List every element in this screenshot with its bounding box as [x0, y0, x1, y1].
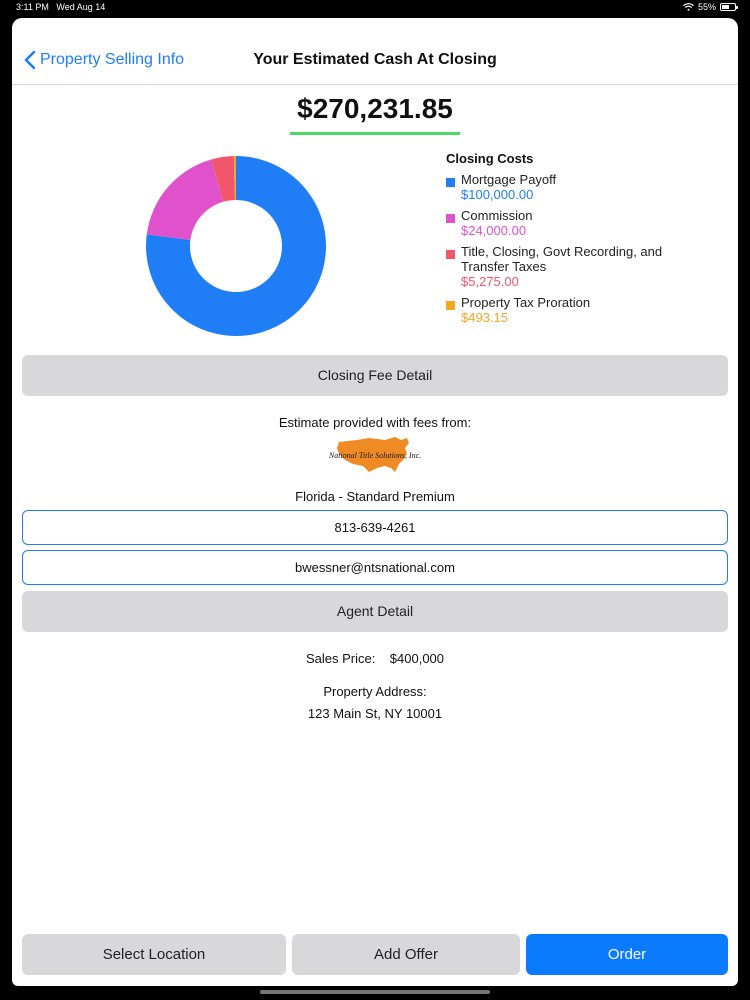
logo-text: National Title Solutions, Inc.	[329, 451, 421, 460]
estimated-cash-total: $270,231.85	[297, 93, 453, 124]
agent-detail-button[interactable]: Agent Detail	[22, 591, 728, 632]
add-offer-button[interactable]: Add Offer	[292, 934, 520, 975]
total-underline	[290, 132, 460, 135]
phone-field[interactable]: 813-639-4261	[22, 510, 728, 545]
legend-swatch	[446, 214, 455, 223]
title-company-logo	[329, 434, 421, 476]
battery-percent: 55%	[697, 2, 716, 12]
closing-fee-detail-button[interactable]: Closing Fee Detail	[22, 355, 728, 396]
status-right	[683, 2, 736, 12]
legend-title: Closing Costs	[446, 151, 534, 166]
legend-swatch	[446, 178, 455, 187]
legend-value: $24,000.00	[461, 223, 527, 238]
legend-value: $100,000.00	[461, 187, 534, 202]
main-sheet	[12, 18, 738, 986]
select-location-button[interactable]: Select Location	[22, 934, 286, 975]
chart-legend	[446, 151, 706, 331]
legend-label: Title, Closing, Govt Recording, and Transfer Taxes	[461, 244, 663, 274]
battery-icon	[720, 3, 736, 11]
wifi-icon	[683, 3, 694, 11]
back-button[interactable]	[24, 50, 184, 70]
status-bar	[0, 0, 750, 16]
legend-item	[446, 208, 706, 239]
closing-costs-donut-chart	[144, 154, 328, 338]
sales-price-value: $400,000	[389, 651, 445, 666]
legend-value: $493.15	[461, 310, 508, 325]
provider-intro: Estimate provided with fees from:	[278, 415, 472, 430]
property-address-label: Property Address:	[323, 684, 427, 699]
us-map-logo-icon	[329, 434, 421, 476]
legend-item	[446, 172, 706, 203]
navigation-bar	[12, 18, 738, 85]
status-time: 3:11 PM Wed Aug 14	[16, 2, 106, 12]
legend-swatch	[446, 301, 455, 310]
order-button[interactable]: Order	[526, 934, 728, 975]
sales-price-row	[12, 651, 738, 666]
legend-item	[446, 244, 706, 290]
legend-label: Commission	[461, 208, 533, 223]
home-indicator	[260, 990, 490, 994]
legend-item	[446, 295, 706, 326]
donut-slice-commission	[147, 159, 224, 240]
email-field[interactable]: bwessner@ntsnational.com	[22, 550, 728, 585]
page-title: Your Estimated Cash At Closing	[253, 51, 497, 68]
legend-label: Mortgage Payoff	[461, 172, 557, 187]
sales-price-label: Sales Price:	[305, 651, 376, 666]
provider-plan: Florida - Standard Premium	[295, 489, 455, 504]
legend-label: Property Tax Proration	[461, 295, 591, 310]
legend-value: $5,275.00	[461, 274, 519, 289]
legend-swatch	[446, 250, 455, 259]
property-address: 123 Main St, NY 10001	[307, 706, 443, 721]
back-button-label: Property Selling Info	[40, 51, 185, 68]
chevron-left-icon	[24, 50, 36, 70]
